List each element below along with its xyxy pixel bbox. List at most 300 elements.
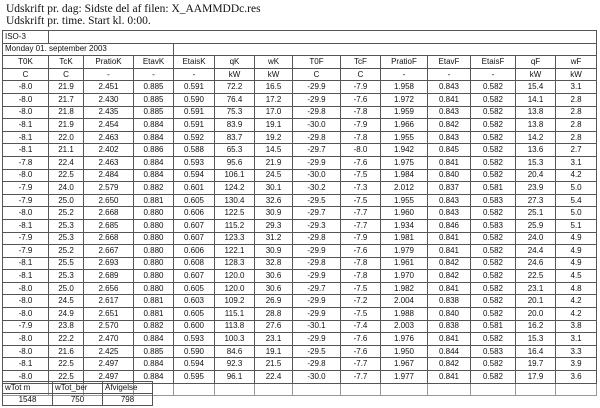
table-cell: 13.8 [516, 119, 556, 132]
table-cell: 2.435 [84, 106, 134, 119]
table-cell: -7.9 [341, 119, 381, 132]
table-cell: 23.1 [255, 333, 293, 346]
table-cell: 13.6 [516, 144, 556, 157]
table-cell: 1.972 [381, 93, 428, 106]
table-cell: -30.0 [293, 371, 341, 384]
table-cell: 29.3 [255, 219, 293, 232]
table-cell: 16.4 [516, 345, 556, 358]
table-cell: 14.1 [516, 93, 556, 106]
table-cell: -30.0 [293, 169, 341, 182]
table-cell: 0.884 [134, 333, 174, 346]
table-cell: 0.583 [471, 194, 516, 207]
blank-cell [471, 383, 516, 396]
table-cell: 32.8 [255, 257, 293, 270]
table-cell: -30.2 [293, 182, 341, 195]
table-row [3, 333, 597, 346]
table-cell: 1.982 [381, 282, 428, 295]
table-cell: 0.884 [134, 169, 174, 182]
table-cell: 1.988 [381, 308, 428, 321]
table-cell: 0.582 [471, 270, 516, 283]
table-cell: 120.0 [215, 270, 255, 283]
table-row [3, 320, 597, 333]
table-cell: 95.6 [215, 156, 255, 169]
table-cell: 124.2 [215, 182, 255, 195]
unit-row [3, 68, 597, 81]
table-cell: 4.2 [556, 169, 597, 182]
table-cell: -7.9 [3, 245, 49, 258]
footer-label: wTot m [3, 382, 53, 394]
table-cell: -29.5 [293, 194, 341, 207]
table-cell: 72.2 [215, 81, 255, 94]
table-cell: 25.3 [49, 219, 84, 232]
table-cell: 2.651 [84, 308, 134, 321]
table-row [3, 295, 597, 308]
table-cell: 120.0 [215, 282, 255, 295]
table-cell: 1.981 [381, 232, 428, 245]
table-cell: -8.0 [3, 371, 49, 384]
table-cell: 0.582 [471, 295, 516, 308]
column-header: EtaisK [174, 56, 215, 69]
table-cell: 2.8 [556, 106, 597, 119]
table-cell: 21.8 [49, 106, 84, 119]
table-row [3, 106, 597, 119]
table-cell: 2.012 [381, 182, 428, 195]
table-date-filler [174, 43, 597, 56]
footer-value: 1548 [3, 394, 53, 406]
table-cell: 25.3 [49, 270, 84, 283]
unit-cell: C [3, 68, 49, 81]
table-cell: 0.880 [134, 257, 174, 270]
table-cell: 24.5 [255, 169, 293, 182]
table-cell: 0.590 [174, 345, 215, 358]
table-cell: 0.582 [471, 232, 516, 245]
table-cell: 0.884 [134, 119, 174, 132]
table-row [3, 194, 597, 207]
table-cell: 20.0 [516, 308, 556, 321]
table-cell: 2.497 [84, 358, 134, 371]
table-cell: 2.463 [84, 156, 134, 169]
table-cell: 0.594 [174, 358, 215, 371]
table-row [3, 144, 597, 157]
table-cell: 2.454 [84, 119, 134, 132]
table-cell: 0.880 [134, 282, 174, 295]
unit-cell: kW [255, 68, 293, 81]
blank-cell [215, 383, 255, 396]
unit-cell: kW [215, 68, 255, 81]
table-cell: 4.2 [556, 308, 597, 321]
table-cell: 2.685 [84, 219, 134, 232]
table-cell: 2.570 [84, 320, 134, 333]
table-cell: 76.4 [215, 93, 255, 106]
table-cell: -7.6 [341, 156, 381, 169]
table-cell: 15.3 [516, 156, 556, 169]
table-cell: 113.8 [215, 320, 255, 333]
table-cell: 0.843 [428, 81, 471, 94]
table-cell: 0.886 [134, 144, 174, 157]
table-cell: -7.5 [341, 282, 381, 295]
table-cell: 22.5 [49, 371, 84, 384]
table-cell: -7.2 [341, 295, 381, 308]
table-cell: -8.0 [3, 106, 49, 119]
table-cell: 19.2 [255, 131, 293, 144]
table-cell: 84.6 [215, 345, 255, 358]
table-cell: 0.603 [174, 295, 215, 308]
table-cell: -7.7 [341, 371, 381, 384]
unit-cell: - [134, 68, 174, 81]
table-cell: 0.582 [471, 106, 516, 119]
table-cell: 30.6 [255, 270, 293, 283]
column-header: TcF [341, 56, 381, 69]
table-cell: -29.8 [293, 358, 341, 371]
table-cell: 4.9 [556, 232, 597, 245]
table-cell: 2.668 [84, 207, 134, 220]
table-cell: 3.9 [556, 358, 597, 371]
table-cell: 3.1 [556, 81, 597, 94]
table-cell: 0.884 [134, 371, 174, 384]
table-cell: 16.5 [255, 81, 293, 94]
table-cell: 2.7 [556, 144, 597, 157]
table-cell: 1.966 [381, 119, 428, 132]
table-cell: 2.430 [84, 93, 134, 106]
table-cell: -7.6 [341, 245, 381, 258]
table-cell: 3.1 [556, 333, 597, 346]
table-cell: 0.842 [428, 358, 471, 371]
table-cell: 0.606 [174, 207, 215, 220]
table-cell: -8.0 [3, 93, 49, 106]
table-cell: 0.841 [428, 93, 471, 106]
table-cell: 2.668 [84, 232, 134, 245]
table-cell: 0.581 [471, 182, 516, 195]
table-cell: 0.838 [428, 295, 471, 308]
table-cell: 22.4 [255, 371, 293, 384]
table-cell: 0.582 [471, 81, 516, 94]
table-cell: 17.9 [516, 371, 556, 384]
table-cell: 27.6 [255, 320, 293, 333]
table-cell: -7.6 [341, 345, 381, 358]
blank-cell [293, 383, 341, 396]
table-cell: 31.2 [255, 232, 293, 245]
table-cell: 0.884 [134, 358, 174, 371]
table-cell: 100.3 [215, 333, 255, 346]
table-cell: 2.463 [84, 131, 134, 144]
column-header: T0F [293, 56, 341, 69]
table-cell: -7.9 [341, 81, 381, 94]
table-cell: 0.845 [428, 144, 471, 157]
table-cell: 22.0 [49, 131, 84, 144]
table-cell: 15.3 [516, 333, 556, 346]
unit-cell: C [49, 68, 84, 81]
table-cell: 106.1 [215, 169, 255, 182]
table-cell: -8.1 [3, 144, 49, 157]
table-name-filler [49, 31, 597, 44]
table-cell: -8.0 [3, 207, 49, 220]
unit-cell: C [341, 68, 381, 81]
table-cell: 0.593 [174, 333, 215, 346]
table-cell: 0.838 [428, 320, 471, 333]
table-row [3, 182, 597, 195]
table-cell: 115.1 [215, 308, 255, 321]
table-cell: -8.0 [3, 333, 49, 346]
table-cell: 0.842 [428, 270, 471, 283]
table-cell: 0.844 [428, 345, 471, 358]
table-row [3, 131, 597, 144]
table-cell: 28.8 [255, 308, 293, 321]
blank-cell [516, 383, 556, 396]
column-header: wK [255, 56, 293, 69]
table-cell: 96.1 [215, 371, 255, 384]
table-cell: -7.8 [341, 270, 381, 283]
table-cell: -29.9 [293, 81, 341, 94]
table-row [3, 257, 597, 270]
table-cell: 16.2 [516, 320, 556, 333]
table-cell: 22.5 [516, 270, 556, 283]
print-header-line-1: Udskrift pr. dag: Sidste del af filen: X_AAMMDDc.res [6, 3, 261, 15]
table-cell: 21.6 [49, 345, 84, 358]
table-cell: 0.591 [174, 81, 215, 94]
table-cell: 25.3 [49, 232, 84, 245]
table-cell: -7.7 [341, 219, 381, 232]
table-cell: -7.8 [341, 257, 381, 270]
table-cell: 0.605 [174, 194, 215, 207]
unit-cell: - [381, 68, 428, 81]
table-cell: -8.1 [3, 257, 49, 270]
table-cell: 0.880 [134, 232, 174, 245]
table-cell: -29.8 [293, 131, 341, 144]
table-cell: 130.4 [215, 194, 255, 207]
footer-value-row [3, 394, 153, 406]
unit-cell: C [293, 68, 341, 81]
table-cell: 0.591 [174, 119, 215, 132]
table-cell: 2.8 [556, 119, 597, 132]
table-cell: 1.970 [381, 270, 428, 283]
table-cell: 22.4 [49, 156, 84, 169]
table-cell: 5.4 [556, 194, 597, 207]
table-cell: 0.582 [471, 333, 516, 346]
table-cell: 0.606 [174, 245, 215, 258]
table-cell: 23.1 [516, 282, 556, 295]
table-cell: 14.2 [516, 131, 556, 144]
table-cell: 2.579 [84, 182, 134, 195]
table-cell: 0.582 [471, 93, 516, 106]
table-cell: 2.8 [556, 93, 597, 106]
table-cell: -29.9 [293, 333, 341, 346]
table-cell: 0.582 [471, 371, 516, 384]
table-cell: 2.689 [84, 270, 134, 283]
table-cell: 24.9 [49, 308, 84, 321]
table-cell: 0.592 [174, 131, 215, 144]
table-cell: 0.583 [471, 345, 516, 358]
table-cell: 0.841 [428, 232, 471, 245]
table-cell: -30.0 [293, 119, 341, 132]
table-row [3, 358, 597, 371]
table-cell: 1.955 [381, 131, 428, 144]
table-cell: 19.1 [255, 345, 293, 358]
table-cell: 0.582 [471, 119, 516, 132]
blank-cell [556, 383, 597, 396]
table-cell: 2.497 [84, 371, 134, 384]
table-cell: 26.9 [255, 295, 293, 308]
table-cell: 0.582 [471, 358, 516, 371]
table-cell: 3.8 [556, 320, 597, 333]
table-cell: -7.5 [341, 194, 381, 207]
table-cell: 0.607 [174, 232, 215, 245]
table-cell: 0.841 [428, 371, 471, 384]
table-cell: 3.6 [556, 371, 597, 384]
blank-cell [255, 383, 293, 396]
footer-label: Afvigelse [103, 382, 153, 394]
table-cell: -29.8 [293, 106, 341, 119]
table-cell: 32.6 [255, 194, 293, 207]
table-cell: 0.594 [174, 169, 215, 182]
table-cell: 0.846 [428, 219, 471, 232]
table-cell: 0.880 [134, 219, 174, 232]
table-cell: -8.0 [3, 81, 49, 94]
table-cell: 0.882 [134, 320, 174, 333]
table-cell: 1.942 [381, 144, 428, 157]
column-header: qF [516, 56, 556, 69]
table-row [3, 119, 597, 132]
footer-table [2, 381, 153, 406]
table-cell: 0.582 [471, 169, 516, 182]
table-cell: -7.5 [341, 308, 381, 321]
table-cell: -7.8 [3, 156, 49, 169]
table-cell: 0.590 [174, 93, 215, 106]
table-cell: 25.2 [49, 207, 84, 220]
table-cell: 4.5 [556, 270, 597, 283]
blank-cell [341, 383, 381, 396]
table-cell: -8.1 [3, 358, 49, 371]
table-cell: -8.0 [3, 345, 49, 358]
table-cell: -7.9 [3, 232, 49, 245]
unit-cell: - [428, 68, 471, 81]
table-cell: -7.5 [341, 169, 381, 182]
table-cell: 0.582 [471, 144, 516, 157]
table-row [3, 308, 597, 321]
table-cell: 0.842 [428, 257, 471, 270]
table-cell: 2.617 [84, 295, 134, 308]
table-cell: 123.3 [215, 232, 255, 245]
table-cell: 19.1 [255, 119, 293, 132]
table-cell: -7.6 [341, 93, 381, 106]
table-cell: 0.884 [134, 131, 174, 144]
table-row [3, 169, 597, 182]
blank-cell [174, 383, 215, 396]
table-cell: 115.2 [215, 219, 255, 232]
table-cell: 25.0 [49, 194, 84, 207]
table-cell: 20.4 [516, 169, 556, 182]
column-header: T0K [3, 56, 49, 69]
table-row [3, 207, 597, 220]
table-cell: -29.7 [293, 207, 341, 220]
table-cell: 22.5 [49, 169, 84, 182]
table-cell: 0.843 [428, 194, 471, 207]
unit-cell: - [174, 68, 215, 81]
table-cell: 5.0 [556, 182, 597, 195]
blank-cell [381, 383, 428, 396]
table-cell: 0.843 [428, 131, 471, 144]
table-cell: 65.3 [215, 144, 255, 157]
table-cell: 2.693 [84, 257, 134, 270]
table-cell: -7.8 [341, 106, 381, 119]
table-cell: 2.003 [381, 320, 428, 333]
table-cell: 0.591 [174, 106, 215, 119]
table-cell: -29.5 [293, 345, 341, 358]
table-cell: 0.843 [428, 207, 471, 220]
footer-label: wTot_ber [53, 382, 103, 394]
column-header: EtavF [428, 56, 471, 69]
table-cell: 2.8 [556, 131, 597, 144]
unit-cell: kW [556, 68, 597, 81]
table-cell: 122.1 [215, 245, 255, 258]
table-cell: 2.425 [84, 345, 134, 358]
table-cell: 0.881 [134, 194, 174, 207]
table-cell: -29.9 [293, 295, 341, 308]
table-cell: -8.0 [3, 282, 49, 295]
table-cell: 0.885 [134, 93, 174, 106]
table-cell: 1.955 [381, 194, 428, 207]
table-cell: -7.9 [3, 320, 49, 333]
table-cell: -8.0 [341, 144, 381, 157]
table-cell: 21.9 [49, 119, 84, 132]
table-cell: 128.3 [215, 257, 255, 270]
table-cell: 2.484 [84, 169, 134, 182]
table-cell: 0.600 [174, 320, 215, 333]
table-cell: -7.9 [341, 232, 381, 245]
table-cell: 1.950 [381, 345, 428, 358]
table-cell: 0.880 [134, 270, 174, 283]
table-cell: 0.582 [471, 282, 516, 295]
table-cell: 0.582 [471, 245, 516, 258]
table-cell: 0.837 [428, 182, 471, 195]
table-cell: 0.885 [134, 345, 174, 358]
table-cell: 4.9 [556, 257, 597, 270]
table-cell: 22.2 [49, 333, 84, 346]
table-cell: 4.9 [556, 245, 597, 258]
table-cell: 15.4 [516, 81, 556, 94]
table-cell: 1.979 [381, 245, 428, 258]
table-cell: -29.9 [293, 156, 341, 169]
table-cell: 0.607 [174, 270, 215, 283]
table-cell: -7.9 [3, 182, 49, 195]
table-cell: -8.1 [3, 131, 49, 144]
table-cell: 23.9 [516, 182, 556, 195]
table-cell: 2.656 [84, 282, 134, 295]
table-cell: -30.1 [293, 320, 341, 333]
table-cell: 0.581 [471, 320, 516, 333]
table-row [3, 270, 597, 283]
table-cell: 0.882 [134, 182, 174, 195]
table-cell: 0.605 [174, 282, 215, 295]
table-cell: 5.1 [556, 219, 597, 232]
table-cell: 0.881 [134, 295, 174, 308]
table-cell: 0.841 [428, 245, 471, 258]
table-cell: 0.885 [134, 106, 174, 119]
table-cell: 0.840 [428, 169, 471, 182]
table-cell: 4.8 [556, 282, 597, 295]
column-header: EtaisF [471, 56, 516, 69]
table-cell: 0.842 [428, 119, 471, 132]
table-cell: 21.5 [255, 358, 293, 371]
table-cell: 83.9 [215, 119, 255, 132]
table-cell: 0.582 [471, 156, 516, 169]
table-cell: 83.7 [215, 131, 255, 144]
column-header: qK [215, 56, 255, 69]
table-cell: 0.841 [428, 156, 471, 169]
table-cell: 0.605 [174, 308, 215, 321]
table-cell: 1.934 [381, 219, 428, 232]
table-cell: 0.607 [174, 219, 215, 232]
table-cell: 30.9 [255, 207, 293, 220]
